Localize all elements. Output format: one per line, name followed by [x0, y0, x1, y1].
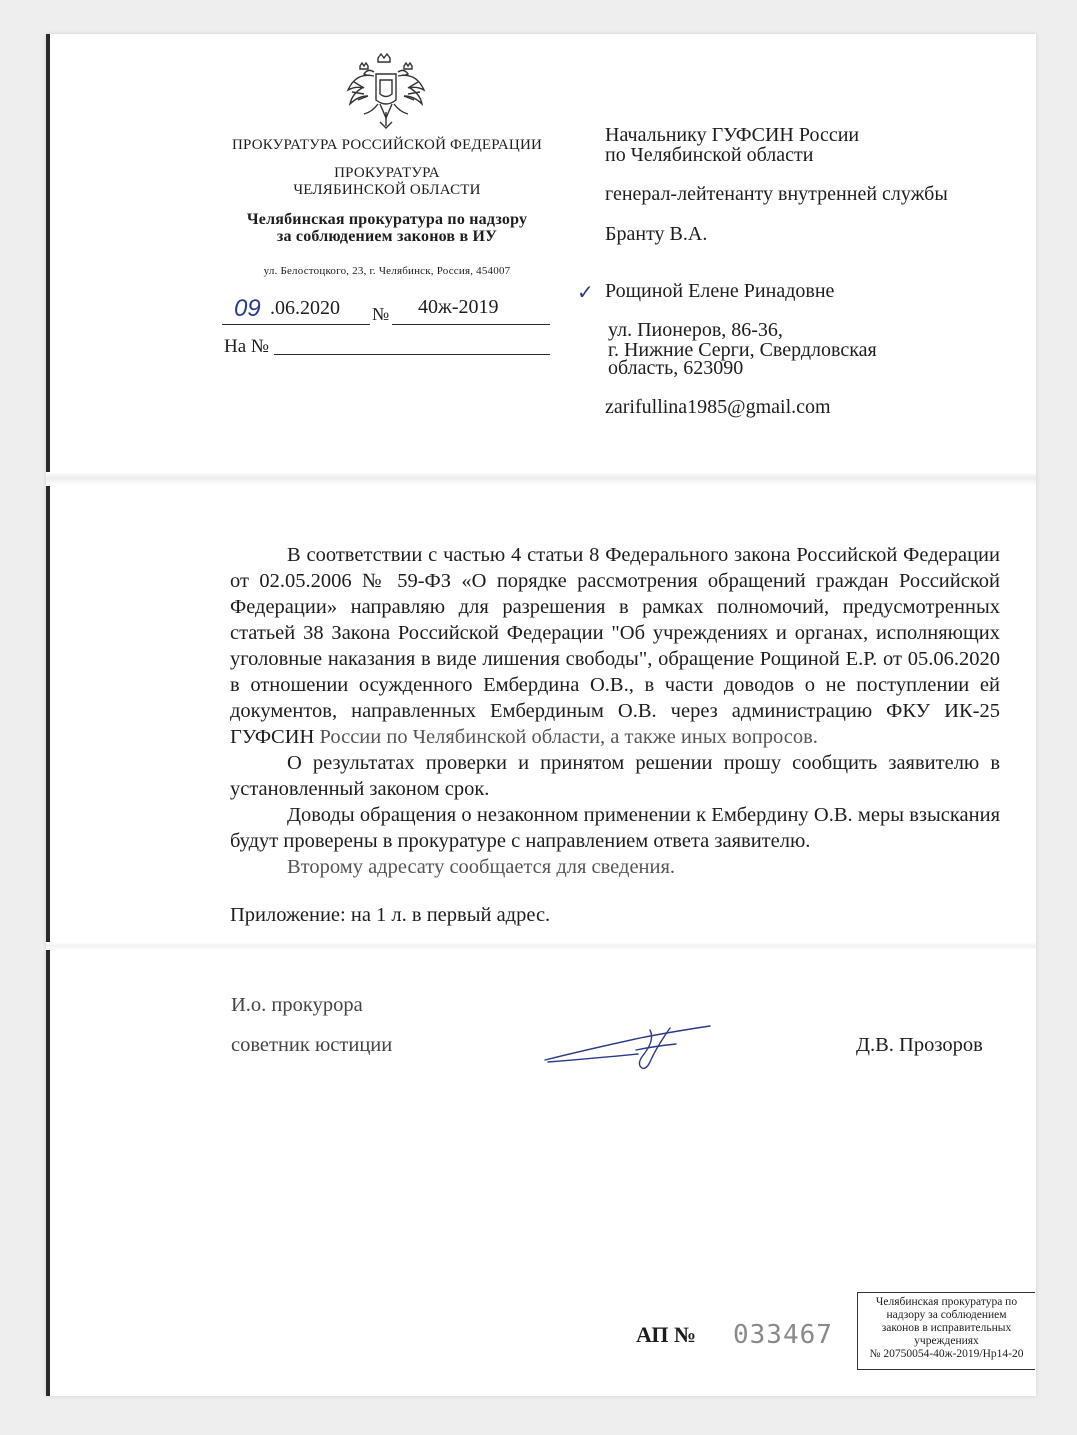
org-region: ЧЕЛЯБИНСКОЙ ОБЛАСТИ: [293, 182, 481, 198]
addressee-2-city: г. Нижние Серги, Свердловская: [608, 339, 877, 361]
handwritten-signature: [540, 1020, 715, 1075]
stamp-line-5: № 20750054-40ж-2019/Нр14-20: [869, 1348, 1024, 1360]
page-edge-shadow: [46, 34, 50, 1396]
number-label: №: [372, 304, 390, 324]
date-handwritten-day: 09: [234, 295, 261, 322]
paragraph-1-end: России по Челябинской области, а также иных вопросов.: [319, 726, 818, 748]
letter-body: [230, 542, 1000, 928]
paragraph-2: О результатах проверки и принятом решении прошу сообщить заявителю в установленный законом срок.: [230, 752, 1000, 800]
addressee-2-street: ул. Пионеров, 86-36,: [608, 319, 783, 341]
addressee-1-rank: генерал-лейтенанту внутренней службы: [605, 183, 948, 205]
coat-of-arms-emblem: [344, 52, 428, 134]
stamp-line-1: Челябинская прокуратура по: [875, 1296, 1018, 1308]
addressee-1-region: по Челябинской области: [605, 144, 814, 166]
paragraph-3: Доводы обращения о незаконном применении к Ембердину О.В. меры взыскания будут проверены в прокуратуре с направлением ответа заявителю.: [230, 804, 1000, 852]
signatory-rank: советник юстиции: [231, 1034, 393, 1056]
paragraph-1: [230, 542, 1000, 750]
date-underline: [222, 324, 370, 325]
addressee-1-name: Бранту В.А.: [605, 223, 708, 245]
registration-stamp: [857, 1292, 1035, 1370]
org-name: ПРОКУРАТУРА РОССИЙСКОЙ ФЕДЕРАЦИИ: [231, 137, 543, 153]
attachment-note: Приложение: на 1 л. в первый адрес.: [230, 904, 551, 926]
addressee-2-region: область, 623090: [608, 357, 744, 379]
signatory-name: Д.В. Прозоров: [856, 1034, 983, 1056]
reply-label: На №: [224, 336, 270, 357]
addressee-1-title: Начальнику ГУФСИН России: [605, 124, 860, 146]
paper-fold-lower: [46, 942, 1036, 950]
check-mark-icon: ✓: [577, 280, 594, 304]
number-underline: [392, 324, 550, 325]
paper-fold: [46, 472, 1036, 486]
department-line-1: Челябинская прокуратура по надзору: [246, 211, 528, 228]
stamp-line-3: законов в исправительных: [881, 1322, 1012, 1334]
stamp-line-4: учреждениях: [914, 1335, 979, 1347]
org-subtitle: ПРОКУРАТУРА: [334, 165, 440, 181]
signatory-position: И.о. прокурора: [231, 994, 363, 1016]
date-value: .06.2020: [270, 297, 340, 319]
stamp-line-2: надзору за соблюдением: [886, 1309, 1007, 1321]
org-address: ул. Белостоцкого, 23, г. Челябинск, Россия, 454007: [263, 265, 511, 277]
department-line-2: за соблюдением законов в ИУ: [276, 228, 498, 245]
addressee-2-email: zarifullina1985@gmail.com: [605, 396, 831, 418]
paragraph-4: Второму адресату сообщается для сведения.: [287, 856, 676, 878]
reply-underline: [274, 354, 550, 355]
ap-number: 033467: [733, 1320, 833, 1350]
addressee-2-name: Рощиной Елене Ринадовне: [605, 280, 835, 302]
ap-label: АП №: [636, 1322, 697, 1347]
number-value: 40ж-2019: [418, 296, 499, 318]
paragraph-1-main: В соответствии с частью 4 статьи 8 Федерального закона Российской Федерации от 02.05.2006 № 59-ФЗ «О порядке рассмотрения обращений граждан Российской Федерации» направляю для разрешения в рамках полномочий, предусмотренных статьей 38 Закона Российской Федерации "Об учреждениях и органах, исполняющих уголовные наказания в виде лишения свободы", обращение Рощиной Е.Р. от 05.06.2020 в отношении осужденного Ембердина О.В., в части доводов о не поступлении ей документов, направленных Ембердиным О.В. через администрацию ФКУ ИК-25 ГУФСИН: [230, 544, 1000, 748]
